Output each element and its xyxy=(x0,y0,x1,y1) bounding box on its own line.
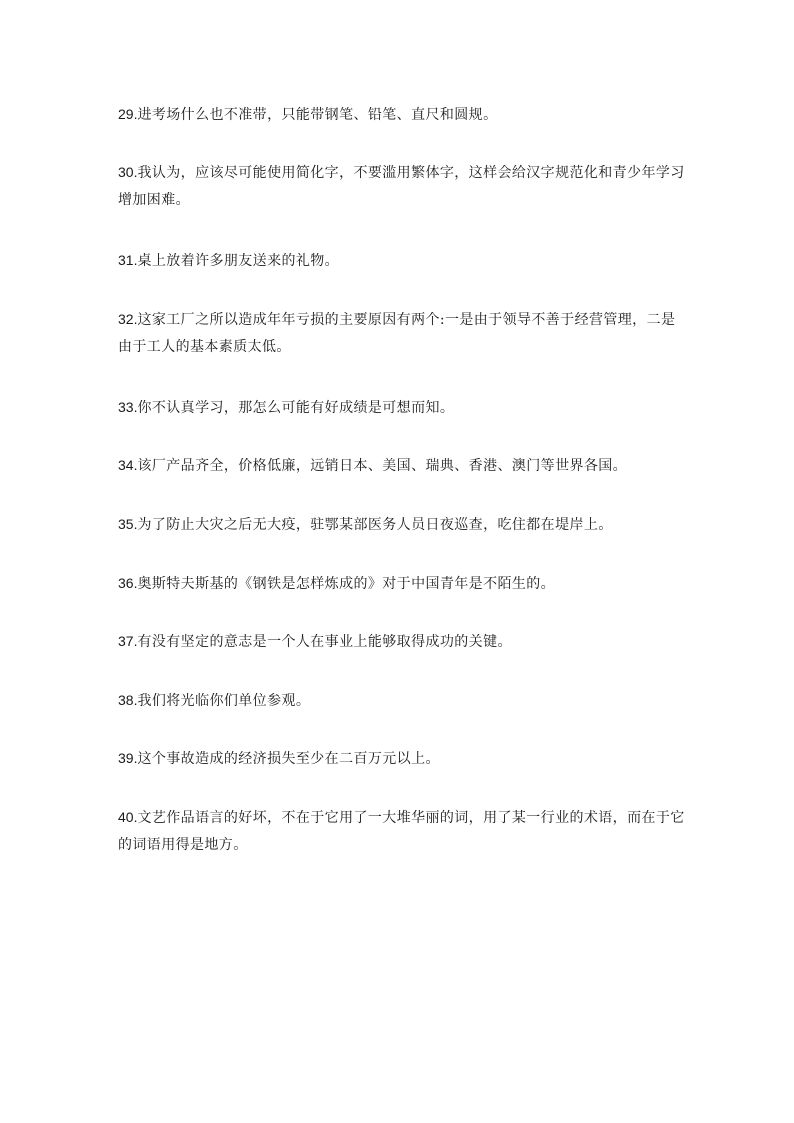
question-30 xyxy=(118,159,688,214)
question-text: 我认为，应该尽可能使用简化字，不要滥用繁体字，这样会给汉字规范化和青少年学习增加困难。 xyxy=(118,165,685,208)
question-text: 我们将光临你们单位参观。 xyxy=(137,693,311,709)
question-number: 40. xyxy=(118,809,138,825)
question-29 xyxy=(118,101,688,129)
question-40 xyxy=(118,804,688,859)
question-number: 38. xyxy=(118,692,138,708)
question-33 xyxy=(118,394,688,422)
question-text: 为了防止大灾之后无大疫，驻鄂某部医务人员日夜巡查，吃住都在堤岸上。 xyxy=(137,517,613,533)
question-number: 33. xyxy=(118,399,138,415)
question-number: 29. xyxy=(118,106,138,122)
question-37 xyxy=(118,628,688,656)
question-number: 36. xyxy=(118,575,138,591)
question-number: 39. xyxy=(118,750,138,766)
question-32 xyxy=(118,306,688,361)
question-number: 34. xyxy=(118,457,138,473)
question-text: 进考场什么也不准带，只能带钢笔、铅笔、直尺和圆规。 xyxy=(137,107,498,123)
question-36 xyxy=(118,570,688,598)
question-text: 有没有坚定的意志是一个人在事业上能够取得成功的关键。 xyxy=(137,634,512,650)
question-31 xyxy=(118,247,688,275)
question-number: 37. xyxy=(118,633,138,649)
question-text: 该厂产品齐全，价格低廉，远销日本、美国、瑞典、香港、澳门等世界各国。 xyxy=(137,458,628,474)
question-38 xyxy=(118,687,688,715)
question-35 xyxy=(118,511,688,539)
question-number: 35. xyxy=(118,516,138,532)
question-number: 31. xyxy=(118,252,138,268)
question-number: 32. xyxy=(118,311,138,327)
question-text: 奥斯特夫斯基的《钢铁是怎样炼成的》对于中国青年是不陌生的。 xyxy=(137,576,556,592)
question-text: 这家工厂之所以造成年年亏损的主要原因有两个:一是由于领导不善于经营管理，二是由于工人的基本素质太低。 xyxy=(118,312,676,355)
question-text: 桌上放着许多朋友送来的礼物。 xyxy=(137,253,340,269)
question-number: 30. xyxy=(118,164,138,180)
question-text: 这个事故造成的经济损失至少在二百万元以上。 xyxy=(137,751,440,767)
question-39 xyxy=(118,745,688,773)
question-text: 你不认真学习，那怎么可能有好成绩是可想而知。 xyxy=(137,400,455,416)
question-34 xyxy=(118,452,688,480)
question-text: 文艺作品语言的好坏，不在于它用了一大堆华丽的词，用了某一行业的术语，而在于它的词语用得是地方。 xyxy=(118,810,685,853)
